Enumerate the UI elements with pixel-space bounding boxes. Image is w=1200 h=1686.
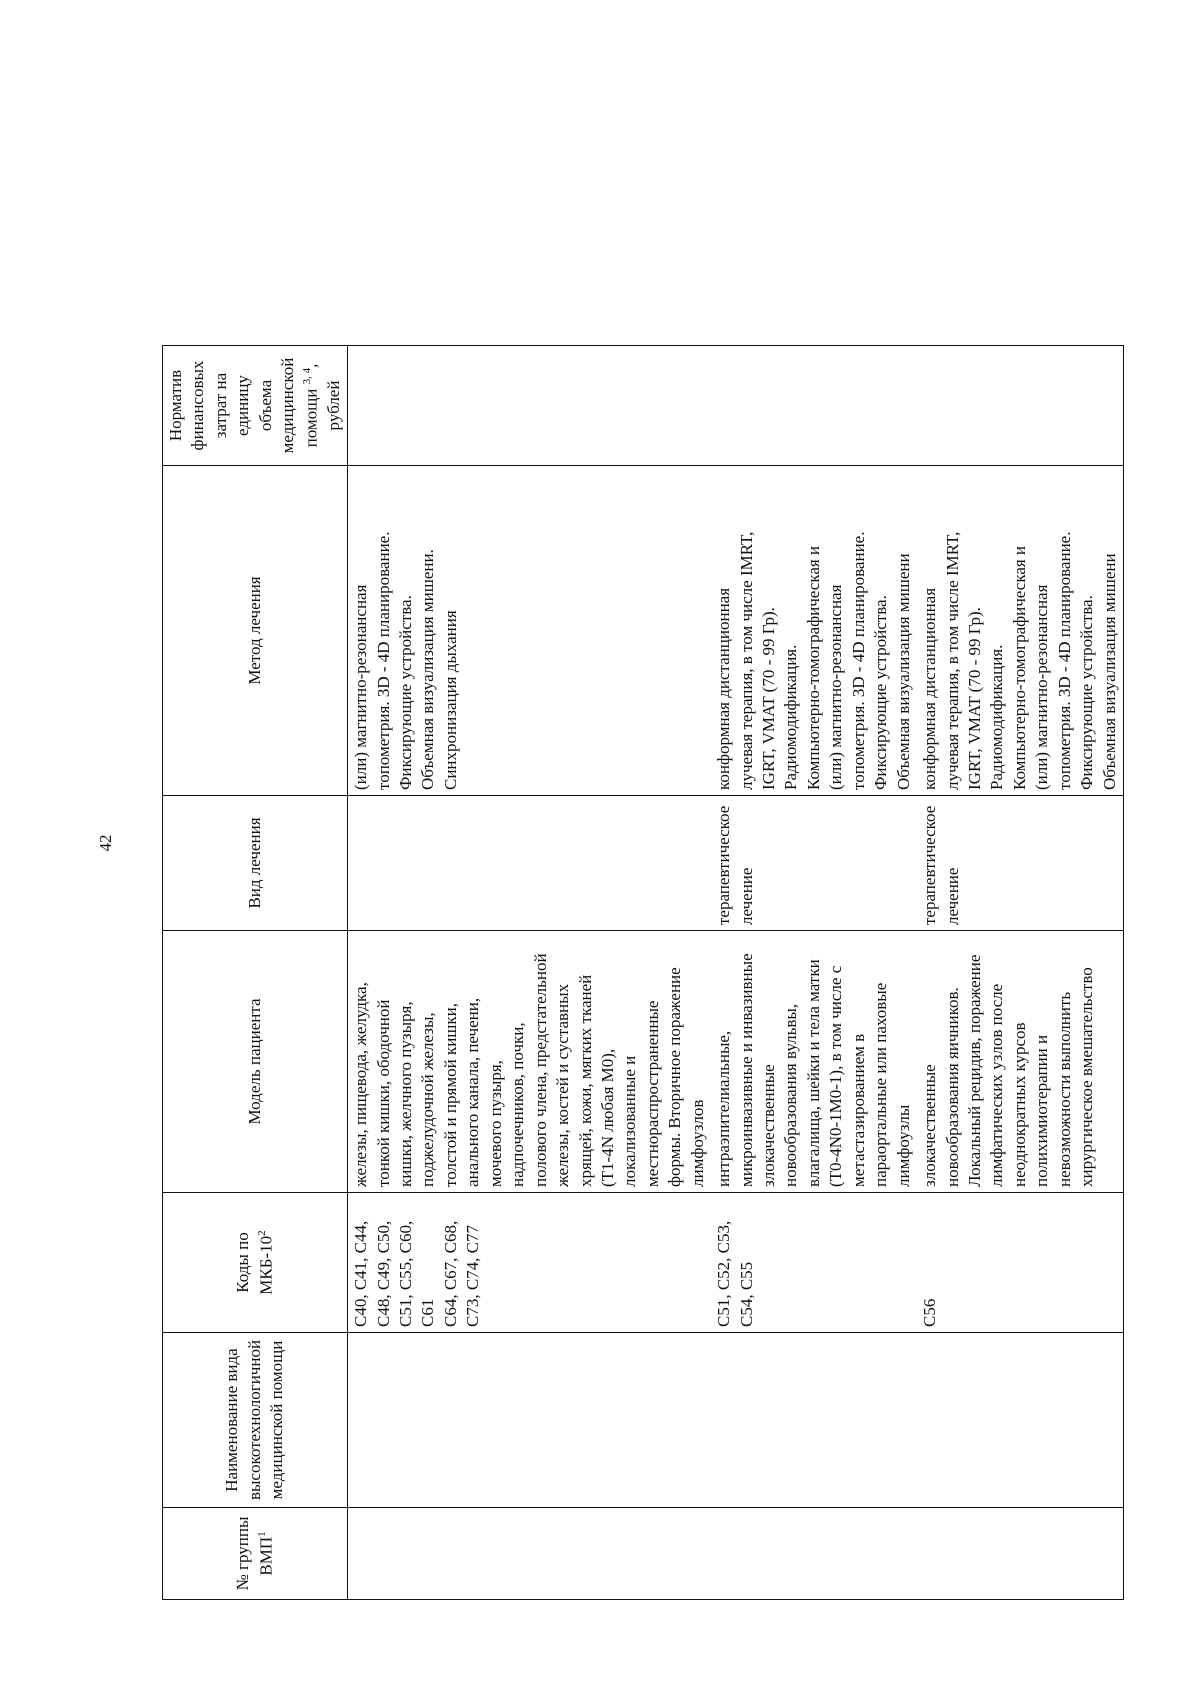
header-name: Наименование вида высокотехнологичной медицинской помощи — [163, 1333, 348, 1508]
cell-group-no — [348, 1508, 712, 1600]
header-model: Модель пациента — [163, 931, 348, 1193]
cell-codes: C56 — [917, 1193, 1123, 1333]
cell-method: (или) магнитно-резонансная топометрия. 3D - 4D планирование. Фиксирующие устройства. Объемная визуализация мишени. Синхронизация дыхания — [348, 466, 712, 796]
blank-area — [163, 55, 348, 346]
cell-model: интраэпителиальные, микроинвазивные и инвазивные злокачественные новообразования вульвы, влагалища, шейки и тела матки (T0-4N0-1M0-1), в том числе с метастазированием в параортальные или паховые лимфоузлы — [711, 931, 917, 1193]
cell-group-no — [711, 1508, 917, 1600]
table-row — [348, 55, 712, 1600]
cell-type — [348, 796, 712, 931]
cell-method: конформная дистанционная лучевая терапия, в том числе IMRT, IGRT, VMAT (70 - 99 Гр). Радиомодификация. Компьютерно-томографическая и (или) магнитно-резонансная топометрия. 3D - 4D планирование. Фиксирующие устройства. Объемная визуализация мишени — [917, 466, 1123, 796]
header-codes: Коды по МКБ-$10^2$ — [163, 1193, 348, 1333]
cell-norm — [917, 346, 1123, 466]
header-norm: Норматив финансовых затрат на единицу объема медицинской помощи $^{3, 4}$, рублей — [163, 346, 348, 466]
cell-name — [711, 1333, 917, 1508]
cell-codes: C51, C52, C53, C54, C55 — [711, 1193, 917, 1333]
table-row — [917, 55, 1123, 1600]
header-method: Метод лечения — [163, 466, 348, 796]
header-type: Вид лечения — [163, 796, 348, 931]
vmp-table — [162, 54, 1124, 1600]
page-number: 42 — [96, 834, 115, 852]
cell-type: терапевтическое лечение — [917, 796, 1123, 931]
header-group-no: № группы ВМП$^1$ — [163, 1508, 348, 1600]
cell-type: терапевтическое лечение — [711, 796, 917, 931]
cell-name — [917, 1333, 1123, 1508]
cell-method: конформная дистанционная лучевая терапия, в том числе IMRT, IGRT, VMAT (70 - 99 Гр). Радиомодификация. Компьютерно-томографическая и (или) магнитно-резонансная топометрия. 3D - 4D планирование. Фиксирующие устройства. Объемная визуализация мишени — [711, 466, 917, 796]
rotated-table-container — [162, 55, 1200, 1600]
header-row — [163, 55, 348, 1600]
cell-name — [348, 1333, 712, 1508]
cell-norm — [348, 346, 712, 466]
cell-model: злокачественные новообразования яичников. Локальный рецидив, поражение лимфатических узлов после неоднократных курсов полихимиотерапии и невозможности выполнить хирургическое вмешательство — [917, 931, 1123, 1193]
cell-model: железы, пищевода, желудка, тонкой кишки, ободочной кишки, желчного пузыря, поджелудочной железы, толстой и прямой кишки, анального канала, печени, мочевого пузыря, надпочечников, почки, полового члена, предстательной железы, костей и суставных хрящей, кожи, мягких тканей (T1-4N любая M0), локализованные и местнораспространенные формы. Вторичное поражение лимфоузлов — [348, 931, 712, 1193]
cell-codes: C40, C41, C44, C48, C49, C50, C51, C55, C60, C61 C64, C67, C68, C73, C74, C77 — [348, 1193, 712, 1333]
table-row — [711, 55, 917, 1600]
cell-group-no — [917, 1508, 1123, 1600]
cell-norm — [711, 346, 917, 466]
